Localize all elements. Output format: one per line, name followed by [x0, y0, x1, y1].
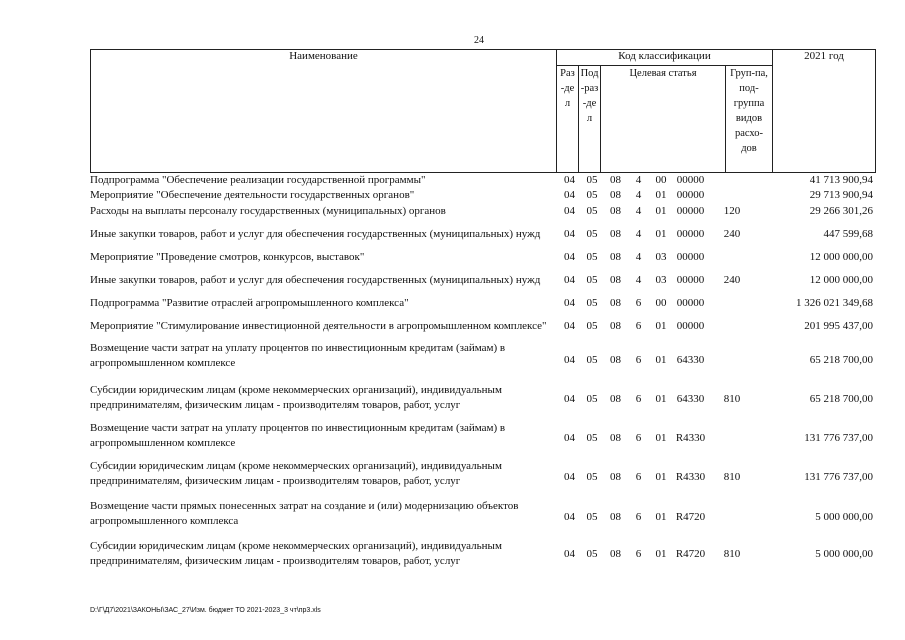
row-subprogram: 4 — [635, 189, 642, 201]
row-razdel: 04 — [564, 273, 575, 286]
row-podrazdel: 05 — [586, 431, 598, 444]
row-amount: 5 000 000,00 — [815, 510, 873, 523]
header-podrazdel-cell — [578, 65, 601, 173]
row-razdel: 04 — [564, 470, 575, 483]
row-name: Мероприятие "Обеспечение деятельности государственных органов" — [90, 189, 415, 201]
row-podrazdel: 05 — [586, 174, 598, 186]
table-row — [90, 203, 876, 219]
row-program: 08 — [610, 174, 621, 186]
row-amount: 12 000 000,00 — [809, 273, 873, 286]
row-podrazdel: 05 — [586, 510, 598, 523]
row-measure: 01 — [655, 189, 667, 201]
row-podrazdel: 05 — [586, 296, 598, 309]
row-razdel: 04 — [564, 296, 575, 309]
row-program: 08 — [610, 547, 621, 560]
row-subprogram: 4 — [635, 250, 642, 263]
row-direction: 00000 — [676, 204, 705, 217]
row-razdel: 04 — [564, 227, 575, 240]
table-row — [90, 295, 876, 311]
row-name: Возмещение части прямых понесенных затрат на создание и (или) модернизацию объектов агропромышленного комплекса — [90, 500, 519, 527]
row-name: Иные закупки товаров, работ и услуг для обеспечения государственных (муниципальных) нужд — [90, 273, 541, 286]
row-program: 08 — [610, 431, 621, 444]
row-podrazdel: 05 — [586, 204, 598, 217]
row-vr: 810 — [723, 547, 741, 560]
row-subprogram: 4 — [635, 227, 642, 240]
row-podrazdel: 05 — [586, 319, 598, 332]
row-direction: R4720 — [675, 510, 706, 523]
table-row — [90, 379, 876, 419]
row-program: 08 — [610, 189, 621, 201]
header-year-cell — [772, 49, 876, 173]
row-razdel: 04 — [564, 189, 575, 201]
row-amount: 65 218 700,00 — [809, 353, 873, 366]
row-subprogram: 6 — [635, 547, 642, 560]
row-direction: R4330 — [675, 431, 706, 444]
row-amount: 41 713 900,94 — [809, 174, 873, 186]
row-razdel: 04 — [564, 204, 575, 217]
row-direction: 00000 — [676, 250, 705, 263]
header-tselevaya-cell — [600, 65, 726, 173]
row-name: Субсидии юридическим лицам (кроме некоммерческих организаций), индивидуальным предпринимателям, физическим лицам - производителям товаров, работ, услуг — [90, 384, 502, 411]
row-direction: 00000 — [676, 174, 705, 186]
table-row — [90, 311, 876, 341]
row-podrazdel: 05 — [586, 470, 598, 483]
header-code: Код классификации — [618, 50, 711, 62]
row-measure: 03 — [655, 273, 667, 286]
row-podrazdel: 05 — [586, 227, 598, 240]
row-subprogram: 6 — [635, 431, 642, 444]
row-measure: 01 — [655, 470, 667, 483]
row-amount: 201 995 437,00 — [804, 319, 873, 332]
row-vr — [708, 249, 756, 265]
row-razdel: 04 — [564, 510, 575, 523]
header-code-cell — [556, 49, 773, 66]
row-measure: 01 — [655, 319, 667, 332]
row-direction: 64330 — [676, 353, 705, 366]
table-row — [90, 173, 876, 188]
row-razdel: 04 — [564, 547, 575, 560]
row-vr: 810 — [723, 470, 741, 483]
table-row — [90, 497, 876, 537]
header-razdel: Раз-дел — [560, 68, 575, 109]
row-direction: 00000 — [676, 296, 705, 309]
row-name: Субсидии юридическим лицам (кроме некоммерческих организаций), индивидуальным предпринимателям, физическим лицам - производителям товаров, работ, услуг — [90, 540, 502, 567]
row-subprogram: 6 — [635, 510, 642, 523]
row-measure: 01 — [655, 204, 667, 217]
row-amount: 29 266 301,26 — [809, 204, 873, 217]
header-year: 2021 год — [804, 50, 844, 62]
row-podrazdel: 05 — [586, 189, 598, 201]
row-razdel: 04 — [564, 392, 575, 405]
row-program: 08 — [610, 510, 621, 523]
row-program: 08 — [610, 273, 621, 286]
row-razdel: 04 — [564, 250, 575, 263]
header-tselevaya: Целевая статья — [629, 68, 697, 79]
row-vr: 120 — [723, 204, 741, 217]
page-number: 24 — [474, 35, 484, 46]
row-razdel: 04 — [564, 353, 575, 366]
header-gruppa-cell — [725, 65, 773, 173]
row-measure: 01 — [655, 431, 667, 444]
row-subprogram: 6 — [635, 353, 642, 366]
row-measure: 03 — [655, 250, 667, 263]
table-row — [90, 537, 876, 571]
row-name: Иные закупки товаров, работ и услуг для обеспечения государственных (муниципальных) нужд — [90, 227, 541, 240]
row-vr — [708, 311, 756, 341]
row-vr: 240 — [723, 273, 741, 286]
header-razdel-cell — [556, 65, 579, 173]
table-row — [90, 188, 876, 203]
row-name: Субсидии юридическим лицам (кроме некоммерческих организаций), индивидуальным предпринимателям, физическим лицам - производителям товаров, работ, услуг — [90, 460, 502, 487]
row-razdel: 04 — [564, 174, 575, 186]
row-program: 08 — [610, 250, 621, 263]
row-subprogram: 6 — [635, 319, 642, 332]
row-vr: 240 — [723, 227, 741, 240]
row-measure: 00 — [655, 174, 667, 186]
row-vr — [708, 188, 756, 203]
row-name: Мероприятие "Стимулирование инвестиционной деятельности в агропромышленном комплексе" — [90, 319, 547, 332]
row-direction: 00000 — [676, 319, 705, 332]
row-vr — [708, 173, 756, 188]
row-program: 08 — [610, 296, 621, 309]
file-path-footer: D:\Г\Д7\2021\ЗАКОНЫ\ЗАС_27\Изм. бюджет ТО 2021-2023_3 чт\пр3.xls — [90, 607, 321, 614]
row-measure: 01 — [655, 510, 667, 523]
row-program: 08 — [610, 470, 621, 483]
row-direction: 64330 — [676, 392, 705, 405]
row-amount: 447 599,68 — [823, 227, 873, 240]
header-gruppa: Груп-па, под-группа видов расхо-дов — [730, 68, 768, 154]
row-program: 08 — [610, 353, 621, 366]
row-measure: 01 — [655, 547, 667, 560]
row-measure: 01 — [655, 227, 667, 240]
row-program: 08 — [610, 227, 621, 240]
row-name: Расходы на выплаты персоналу государственных (муниципальных) органов — [90, 204, 446, 217]
row-vr — [708, 419, 756, 457]
row-subprogram: 4 — [635, 174, 642, 186]
table-row — [90, 249, 876, 265]
row-amount: 5 000 000,00 — [815, 547, 873, 560]
table-row — [90, 219, 876, 249]
row-direction: R4330 — [675, 470, 706, 483]
row-amount: 1 326 021 349,68 — [796, 296, 873, 309]
row-amount: 131 776 737,00 — [804, 470, 873, 483]
header-name-cell — [90, 49, 557, 173]
row-direction: 00000 — [676, 273, 705, 286]
row-amount: 131 776 737,00 — [804, 431, 873, 444]
row-measure: 00 — [655, 296, 667, 309]
row-subprogram: 6 — [635, 392, 642, 405]
row-measure: 01 — [655, 392, 667, 405]
row-program: 08 — [610, 392, 621, 405]
row-podrazdel: 05 — [586, 547, 598, 560]
table-row — [90, 457, 876, 497]
row-razdel: 04 — [564, 431, 575, 444]
table-row — [90, 341, 876, 379]
row-name: Мероприятие "Проведение смотров, конкурсов, выставок" — [90, 250, 365, 263]
row-name: Подпрограмма "Обеспечение реализации государственной программы" — [90, 174, 426, 186]
header-name: Наименование — [289, 50, 358, 62]
row-podrazdel: 05 — [586, 353, 598, 366]
row-vr — [708, 295, 756, 311]
row-direction: R4720 — [675, 547, 706, 560]
budget-table — [90, 173, 876, 571]
row-name: Подпрограмма "Развитие отраслей агропромышленного комплекса" — [90, 296, 409, 309]
row-direction: 00000 — [676, 227, 705, 240]
row-name: Возмещение части затрат на уплату процентов по инвестиционным кредитам (займам) в агропромышленном комплексе — [90, 342, 506, 369]
row-subprogram: 4 — [635, 204, 642, 217]
row-amount: 65 218 700,00 — [809, 392, 873, 405]
row-podrazdel: 05 — [586, 273, 598, 286]
row-program: 08 — [610, 204, 621, 217]
row-podrazdel: 05 — [586, 250, 598, 263]
row-vr — [708, 497, 756, 537]
row-podrazdel: 05 — [586, 392, 598, 405]
row-amount: 12 000 000,00 — [809, 250, 873, 263]
row-program: 08 — [610, 319, 621, 332]
row-amount: 29 713 900,94 — [809, 189, 873, 201]
table-row — [90, 265, 876, 295]
row-vr: 810 — [723, 392, 741, 405]
row-subprogram: 6 — [635, 296, 642, 309]
row-name: Возмещение части затрат на уплату процентов по инвестиционным кредитам (займам) в агропромышленном комплексе — [90, 422, 506, 449]
row-subprogram: 4 — [635, 273, 642, 286]
row-measure: 01 — [655, 353, 667, 366]
row-vr — [708, 341, 756, 379]
header-podrazdel: Под-раз-дел — [580, 68, 599, 124]
row-direction: 00000 — [676, 189, 705, 201]
row-subprogram: 6 — [635, 470, 642, 483]
table-row — [90, 419, 876, 457]
row-razdel: 04 — [564, 319, 575, 332]
